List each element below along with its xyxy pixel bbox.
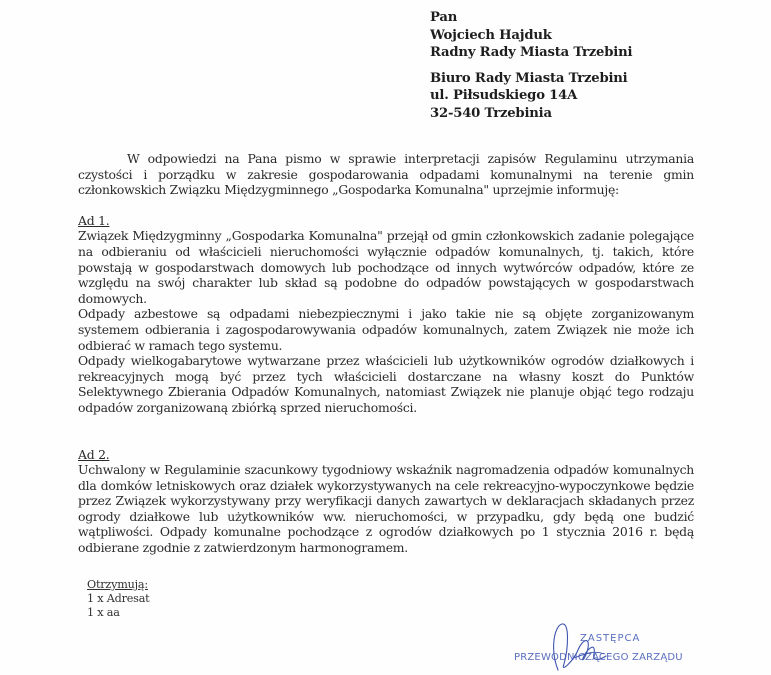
office-street: ul. Piłsudskiego 14A xyxy=(430,88,578,103)
distribution-item: 1 x Adresat xyxy=(87,592,150,605)
recipient-salutation: Pan xyxy=(430,10,458,25)
address-gap xyxy=(430,62,632,70)
official-stamp xyxy=(514,626,684,672)
office-name: Biuro Rady Miasta Trzebini xyxy=(430,70,628,86)
distribution-list xyxy=(87,578,149,620)
section-heading-ad1: Ad 1. xyxy=(78,212,110,228)
office-city: 32-540 Trzebinia xyxy=(430,105,552,121)
recipient-title: Radny Rady Miasta Trzebini xyxy=(430,45,633,60)
ad1-paragraph-1: Związek Międzygminny „Gospodarka Komunalna" przejął od gmin członkowskich zadanie polegające na odbieraniu od właścicieli nieruchomości wyłącznie odpadów komunalnych, tj. takich, które powstają w gospodarstwach domowych lub pochodzące od innych wytwórców odpadów, które ze względu na swój charakter lub skład są podobne do odpadów powstających w gospodarstwach domowych. xyxy=(78,228,694,306)
ad1-paragraph-2: Odpady azbestowe są odpadami niebezpiecznymi i jako takie nie są objęte zorganizowanym systemem odbierania i zagospodarowywania odpadów komunalnych, zatem Związek nie może ich odbierać w ramach tego systemu. xyxy=(78,306,694,353)
ad1-paragraph-3: Odpady wielkogabarytowe wytwarzane przez właścicieli lub użytkowników ogrodów działkowych i rekreacyjnych mogą być przez tych właścicieli dostarczane na własny koszt do Punktów Selektywnego Zbierania Odpadów Komunalnych, natomiast Związek nie planuje objąć tego rodzaju odpadów zorganizowaną zbiórką sprzed nieruchomości. xyxy=(78,353,694,415)
intro-paragraph: W odpowiedzi na Pana pismo w sprawie interpretacji zapisów Regulaminu utrzymania czystości i porządku w zakresie gospodarowania odpadami komunalnymi na terenie gmin członkowskich Związku Międzygminnego „Gospodarka Komunalna" uprzejmie informuję: xyxy=(78,151,694,198)
ad2-paragraph-1: Uchwalony w Regulaminie szacunkowy tygodniowy wskaźnik nagromadzenia odpadów komunalnych dla domków letniskowych oraz działek wykorzystywanych na cele rekreacyjno-wypoczynkowe będzie przez Związek wykorzystywany przy weryfikacji danych zawartych w deklaracjach składanych przez ogrody działkowe lub użytkowników ww. nieruchomości, w przypadku, gdy będą one budzić wątpliwości. Odpady komunalne pochodzące z ogrodów działkowych po 1 stycznia 2016 r. będą odbierane zgodnie z zatwierdzonym harmonogramem. xyxy=(78,462,694,556)
recipient-name: Wojciech Hajduk xyxy=(430,27,552,43)
signature-icon xyxy=(544,620,624,674)
stamp-role-line: PRZEWODNICZĄCEGO ZARZĄDU xyxy=(514,652,683,663)
recipient-address-block xyxy=(430,9,632,122)
section-heading-ad2: Ad 2. xyxy=(78,446,110,462)
letter-body xyxy=(78,151,694,556)
distribution-item: 1 x aa xyxy=(87,606,120,619)
distribution-heading: Otrzymują: xyxy=(87,578,148,591)
stamp-title-line: ZASTĘPCA xyxy=(580,633,641,644)
